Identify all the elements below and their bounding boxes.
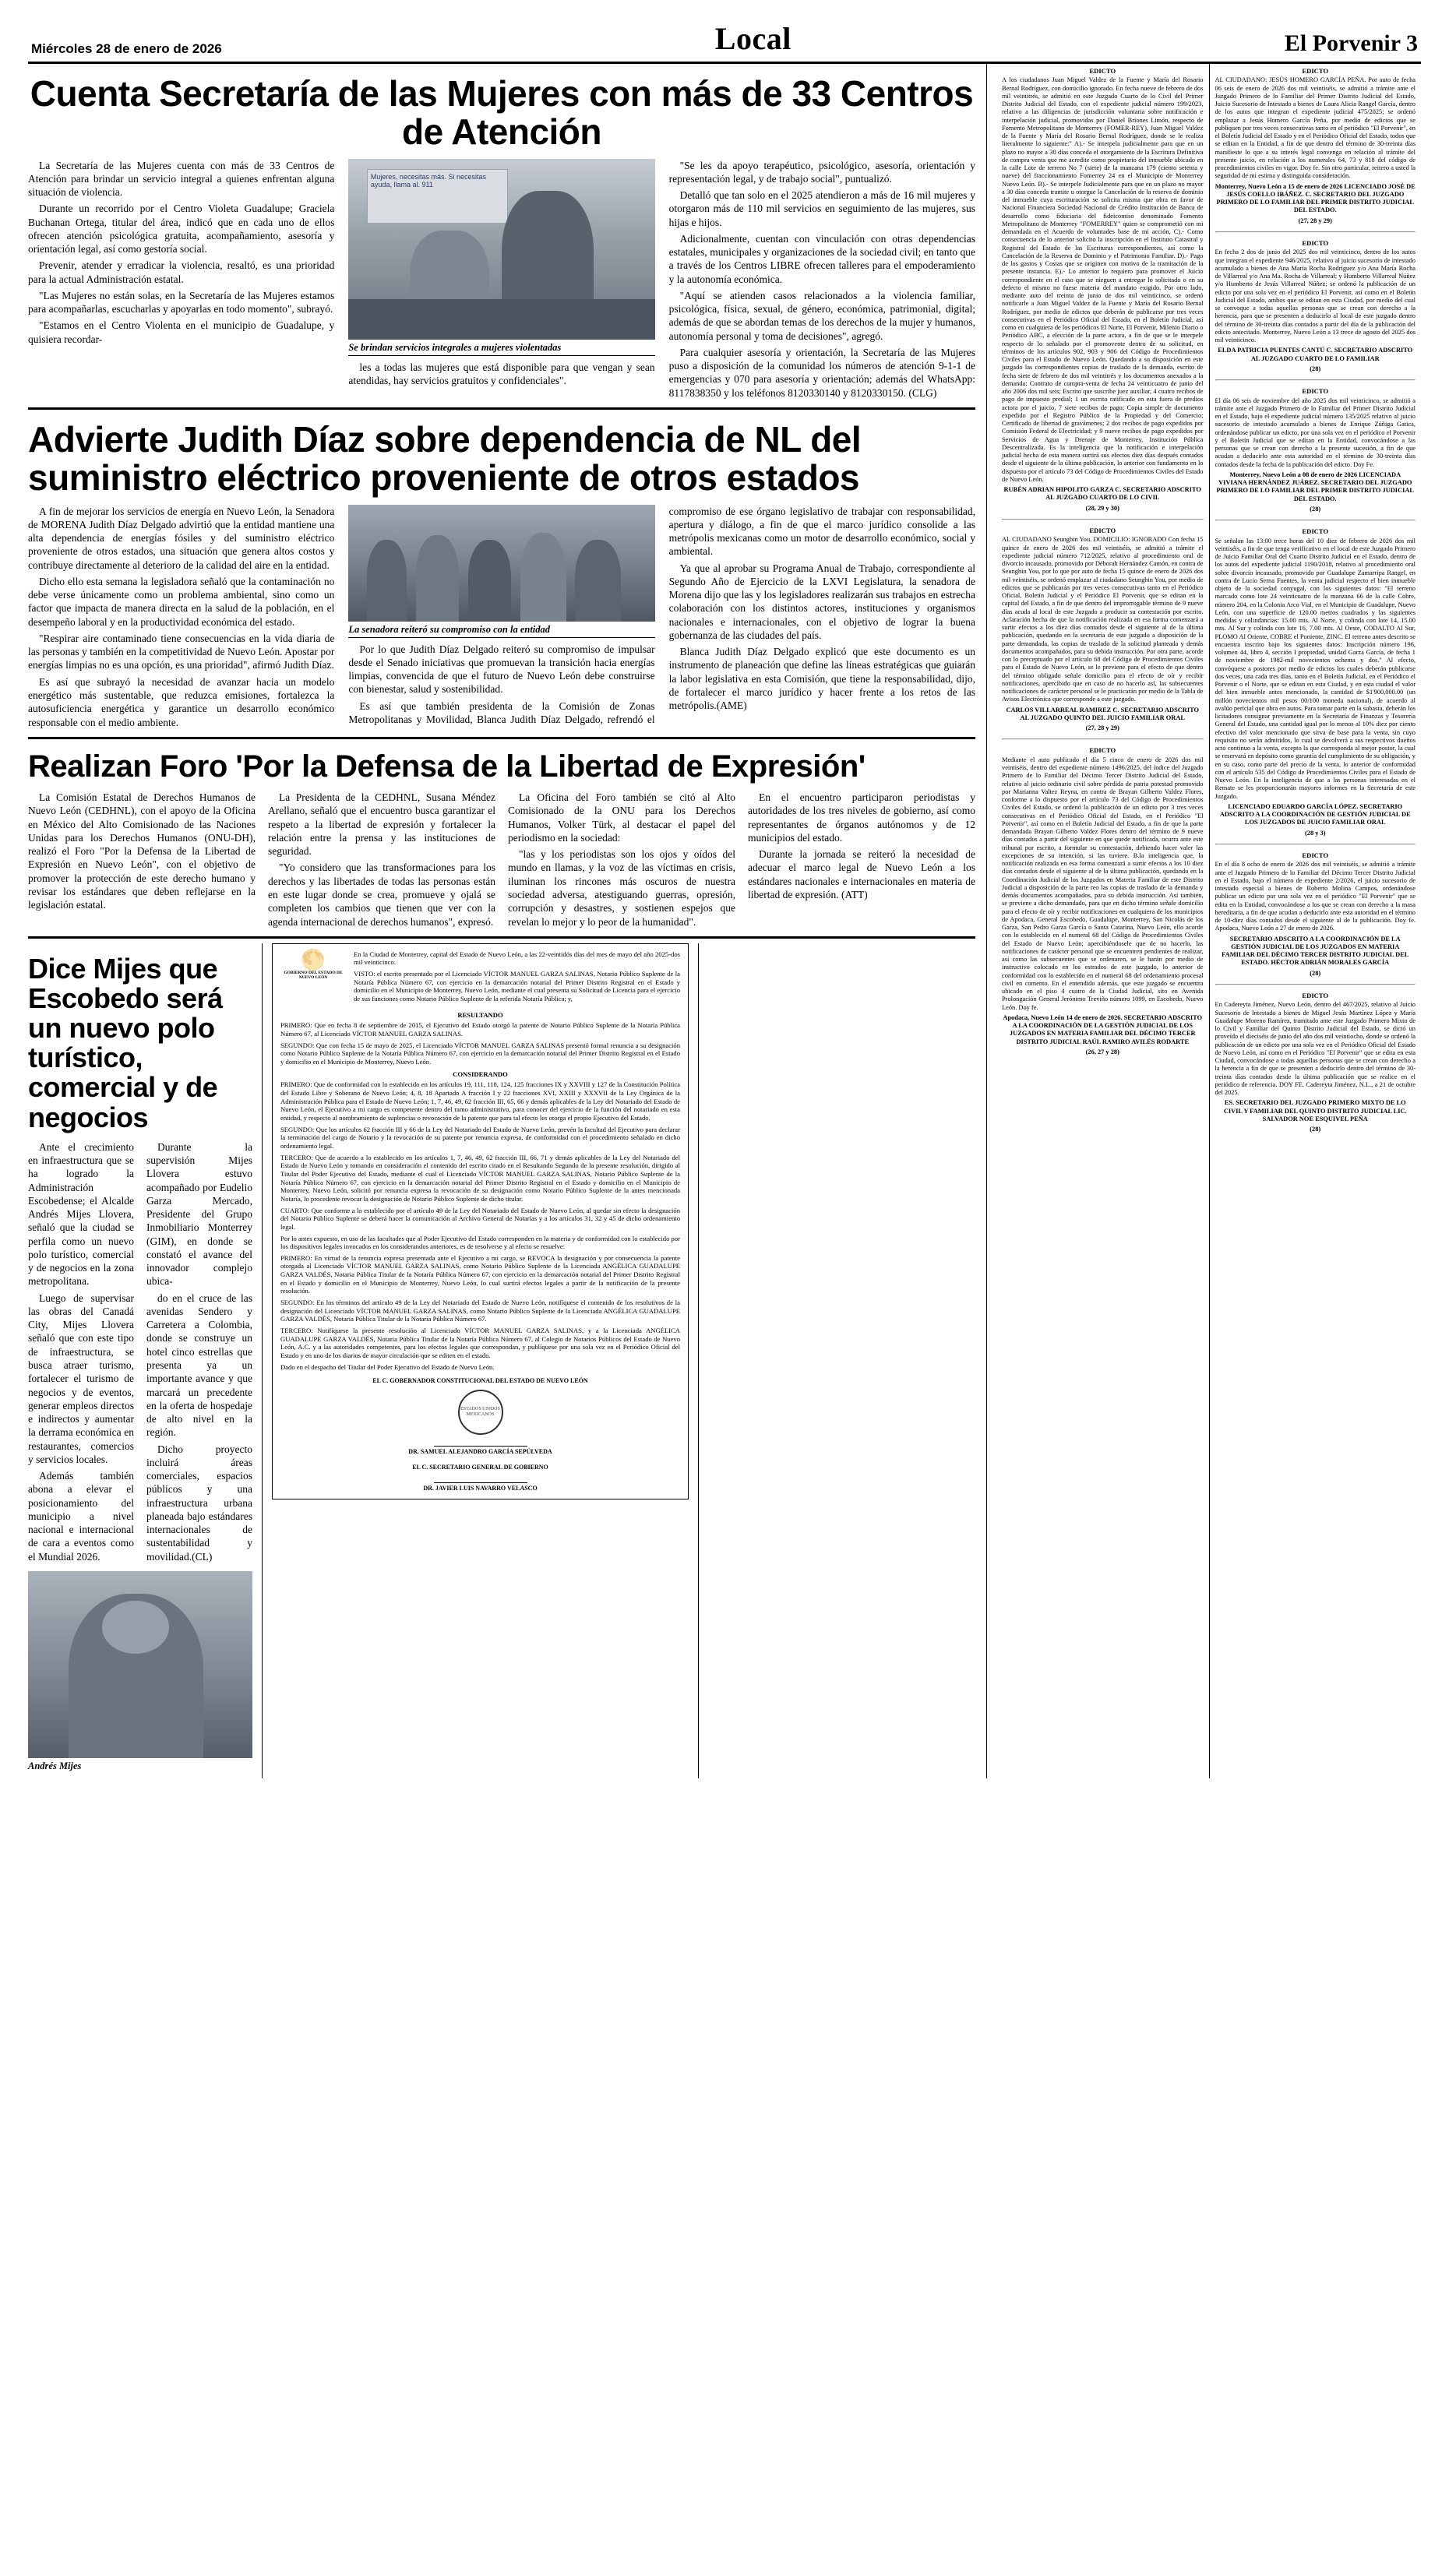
edictos-column-1 [996, 64, 1209, 1778]
signature-line-2 [434, 1482, 527, 1483]
paragraph: "Se les da apoyo terapéutico, psicológico, asesoría, orientación y representación legal, y de trabajo social", puntualizó. [668, 159, 975, 185]
newspaper-brand: El Porvenir 3 [1284, 30, 1418, 56]
edicto-ref: (28, 29 y 30) [1085, 504, 1119, 512]
state-seal [280, 950, 346, 980]
edicto-ref: (26, 27 y 28) [1085, 1048, 1119, 1055]
doc-resultando-item: SEGUNDO: Que con fecha 15 de mayo de 2025, el Licenciado VÍCTOR MANUEL GARZA SALINAS presentó formal renuncia a su designación como Notario Público Suplente de la Notaría Pública Número 67, con ejercicio en la demarcación notarial del Primer Distrito Registral en el Estado y domicilio en el Municipio de Monterrey, Nuevo León. [280, 1041, 680, 1066]
paragraph: "las y los periodistas son los ojos y oídos del mundo en llamas, y la voz de las víctimas en crisis, iluminan los rincones más oscuros de nuestra sociedad adversa, atestiguando guerras, opresión, corrupción y desastres, y sostienen espejos que revelan lo mejor y lo peor de la humanidad". [508, 848, 735, 928]
paragraph: Prevenir, atender y erradicar la violencia, resaltó, es una prioridad para la actual Administración estatal. [28, 259, 335, 285]
paragraph: Ya que al aprobar su Programa Anual de Trabajo, correspondiente al Segundo Año de Ejercicio de la LXVI Legislatura, la senadora de Morena dijo que las y los legisladores realizarán sus trabajos en estrecha colaboración con los distintos actores, instituciones y organismos nacionales e internacionales, con el objetivo de lograr la buena gobernanza de las ciudades del país. [668, 562, 975, 641]
edicto-signature: Apodaca, Nuevo León 14 de enero de 2026. SECRETARIO ADSCRITO A LA COORDINACIÓN DE LA GESTIÓN JUDICIAL DE LOS JUZGADOS EN MATERIA FAMILIAR DEL DÉCIMO TERCER DISTRITO JUDICIAL RAÚL RAMIRO AVILÉS RODARTE [1003, 1013, 1203, 1045]
paragraph: La Oficina del Foro también se citó al Alto Comisionado de la ONU para los Derechos Humanos, Volker Türk, al destacar el papel del periodismo en la sociedad: [508, 791, 735, 844]
doc-resolucion-intro: Por lo antes expuesto, en uso de las facultades que al Poder Ejecutivo del Estado corresponden en la materia y de conformidad con lo establecido por los dispositivos legales invocados en los considerandos anteriores, es de resolverse y al efecto se resuelve: [280, 1234, 680, 1251]
doc-resolutivo: SEGUNDO: En los términos del artículo 49 de la Ley del Notariado del Estado de Nuevo León, notifíquese el contenido de los resolutivos de la designación del Licenciado VÍCTOR MANUEL GARZA SALINAS, como Notario Público Suplente de la Licenciada ANGÉLICA GUADALUPE GARZA VALDÉS, Notaria Pública Titular de la Notaría Pública Número 67. [280, 1299, 680, 1323]
edicto-title: EDICTO [1302, 387, 1329, 396]
edicto-signature: RUBÉN ADRIAN HIPOLITO GARZA C. SECRETARIO ADSCRITO AL JUZGADO CUARTO DE LO CIVIL [1003, 486, 1201, 502]
edicto-signature: Monterrey, Nuevo León a 08 de enero de 2026 LICENCIADA VIVIANA HERNÁNDEZ JUÁREZ. SECRETARIO DEL JUZGADO PRIMERO DE LO FAMILIAR DEL PRIMER DISTRITO JUDICIAL DEL ESTADO. [1216, 470, 1415, 502]
edicto-title: EDICTO [1089, 526, 1116, 534]
doc-signature-1-title: EL C. GOBERNADOR CONSTITUCIONAL DEL ESTADO DE NUEVO LEÓN [372, 1377, 588, 1385]
edicto-title: EDICTO [1089, 746, 1116, 755]
edicto-ref: (27, 28 y 29) [1085, 724, 1119, 732]
edicto-signature: Monterrey, Nuevo León a 15 de enero de 2026 LICENCIADO JOSÉ DE JESÚS COELLO IBÁÑEZ. C. SECRETARIO DEL JUZGADO PRIMERO DE LO FAMILIAR DEL PRIMER DISTRITO JUDICIAL DEL ESTADO. [1215, 182, 1416, 214]
paragraph: Ante el crecimiento en infraestructura que se ha logrado la Administración Escobedense; el Alcalde Andrés Mijes Llovera, señaló que la ciudad se perfila como un nuevo polo turístico, comercial y de negocios en la zona metropolitana. [28, 1140, 134, 1288]
page-content [0, 64, 1449, 1778]
story-mujeres-figure [348, 159, 654, 356]
paragraph: Es así que subrayó la necesidad de avanzar hacia un modelo energético más sustentable, que reduzca emisiones, fortalezca la autosuficiencia energética y garantice un desarrollo económico responsable con el medio ambiente. [28, 675, 335, 728]
official-resolution-doc [262, 943, 698, 1778]
paragraph: Es así que también presidenta de la Comisión de Zonas Metropolitanas y Movilidad, Blanca Judith Díaz Delgado, refrendó el compromiso de ese órgano legislativo de trabajar con responsabilidad, apertura y diálogo, a fin de que el marco jurídico consolide a las metrópolis mexicanas como un motor de desarrollo económico, social y ambiental. [348, 505, 975, 725]
edicto-body: AL CIUDADANO Seungbin You. DOMICILIO: IGNORADO Con fecha 15 quince de enero de 2026 dos mil veintiséis, se admitió a trámite el expediente judicial número 712/2025, relativo al procedimiento oral de divorcio incausado, promovido por Déborah Hernández Camón, en contra de Seungbin You, por lo que por auto de fecha 15 quince de enero de 2026 dos mil veintiséis, se ordenó emplazar al ciudadano Seungbin You, por medio de edictos que se publicarán por tres veces consecutivas tanto en el Periódico Oficial, Boletín Judicial y el Periódico El Porvenir, que se editan en la capital del Estado, a fin de que dentro del improrrogable término de 9 nueve días acuda al local de este Juzgado a producir su contestación por escrito. Aclaración hecha de que la notificación realizada en esa forma comenzará a surtir efectos a los diez días contados desde el siguiente al de la última publicación, quedando en la secretaría de este juzgado a disposición de la parte demandada, las copias de traslado de la solicitud planteada y demás documentos acompañados, para su debida instrucción. Por otra parte, acorde con lo preceptuado por el artículo 68 del Código de Procedimientos Civiles para el Estado de Nuevo León, se le previene para el efecto de que dentro del término obligado señale domicilio para el efecto de oír y recibir notificaciones, apercibido que en caso de no hacerlo así, las subsecuentes notificaciones de carácter personal se le practicarán por medio de la Tabla de Avisos Electrónica que corresponde a este juzgado. [1002, 536, 1204, 703]
edicto-body: En el día 8 ocho de enero de 2026 dos mil veintiséis, se admitió a trámite ante el Juzgado Primero de lo Familiar del Décimo Tercer Distrito Judicial en el Estado, bajo el número de expediente 2/2026, el juicio sucesorio de intestado especial a bienes de Roberto Molina Campos, ordenándose publicar un edicto por una sola vez en el periódico "El Porvenir" que se edita en la Entidad, convocándose a los que se crean con derecho a la masa hereditaria, a fin de que acudan a deducirlo ante esta autoridad en el término de 10-diez días contados desde el siguiente al de la publicación. Doy fe. Apodaca, Nuevo León a 27 de enero de 2026. [1215, 861, 1416, 932]
paragraph: Durante un recorrido por el Centro Violeta Guadalupe; Graciela Buchanan Ortega, titular del área, indicó que en cada uno de ellos ofrecen atención psicológica gratuita, acompañamiento, asesoría y orientación legal, así como gestoría social. [28, 203, 335, 255]
story-judith-diaz [28, 421, 975, 729]
paragraph: Adicionalmente, cuentan con vinculación con otras dependencias estatales, municipales y organizaciones de la sociedad civil; en tanto que a través de los Centros LIBRE ofrecen talleres para el empoderamiento y la autonomía económica. [668, 232, 975, 285]
photo-mijes [28, 1571, 252, 1758]
edicto-ref: (28) [1310, 505, 1321, 513]
edicto [1215, 387, 1416, 513]
paragraph: La Secretaría de las Mujeres cuenta con más de 33 Centros de Atención para brindar un servicio integral a quienes enfrentan alguna situación de violencia. [28, 159, 335, 199]
edicto-body: A los ciudadanos Juan Miguel Valdez de la Fuente y María del Rosario Bernal Rodríguez, con domicilio ignorado. En fecha nueve de febrero de dos mil veintitrés, se admitió en este Juzgado Cuarto de lo Civil del Primer Distrito Judicial del Estado, con el expediente judicial número 199/2023, relativo a las diligencias de jurisdicción voluntaria sobre notificación e interpelación judicial, promovidas por Daniel Briones Limón, respecto de Fomento Metropolitano de Monterrey (FOMER-REY), Juan Miguel Valdez de la Fuente y María del Rosario Bernal Rodríguez, donde se le realiza literalmente lo siguiente:" A).- Se interpela judicialmente para que en un plazo no mayor a 30 días conceda el otorgamiento de la Escritura Definitiva de compra venta que me acredite como propietario del inmueble ubicado en la calle Lote de terreno No 7 (siete) de la manzana 179 (ciento setenta y nueve) del fraccionamiento Fomerrey 24 en el Municipio de Monterrey Nuevo León. B).- Se interpele Judicialmente para que en un plazo no mayor a 30 días conceda tramite u otorgue la Cancelación de la reserva de dominio del inmueble cuya escrituración se solicita misma que obra en favor de Nacional Financiera Sociedad Nacional de Crédito Institución de Banca de desarrollo como fiduciaria del fideicomiso denominado Fomento Metropolitano de Monterrey "FOMERREY" quien se comprometió con mi demandada en el Acuerdo de voluntades base de mi acción, C).- Como consecuencia de lo anterior solicito la inscripción en el Instituto Catastral y Registral del Estado de las Escrituras correspondientes, así como la Cancelación de la Reserva de Dominio y el Patrimonio Familiar. D).- Pago de los gastos y Costas que se originen con motivo de la tramitación de la presente instancia. E).- Lo anterior lo requiero para promover el Juicio correspondiente en el caso que se nieguen a entregar lo solicitado o en su defecto el mismo no fuese materia del mandato exigido. Por otro lado, mediante auto del treinta de junio de dos mil veinticinco, se ordenó notificarle a Juan Miguel Valdez de la Fuente y María del Rosario Bernal Rodríguez, por medio de edictos que deberán de publicarse por tres veces consecutivas en el Periódico Oficial del Estado, en el Boletín Judicial, así como en cualquiera de los periódicos El Norte, El Porvenir, Milenio Diario o Periódico ABC, a elección de la parte actora, a fin de que se le interpele respecto de lo señalado por el promovente dentro de su solicitud, en términos de los artículos 902, 903 y 906 del Código de Procedimientos Civiles para el Estado de Nuevo León. Quedando a su disposición en este juzgado las correspondientes copias de traslado de la demanda, escrito de fecha siete de febrero de dos mil veintitrés y los documentos anexados a la demanda: Contrato de compra-venta de fecha 24 veinticuatro de junio del año 2006 dos mil seis; Escrito que suscribe juez auxiliar, 4 cuatro recibos de pago de impuesto predial; 1 un escrito ratificado en esta fuera de predios actora por el juicio, 7 siete recibos de pago; Copia simple de documento expedido por el Registro Público de la Propiedad y del Comercio; Certificado de libertad de gravámenes; 2 dos recibos de pago expedidos por Comisión Federal de Electricidad; y 9 nueve recibos de pago expedidos por Servicios de Agua y Drenaje de Monterrey, Institución Pública Descentralizada. Es la inteligencia que la notificación e interpelación judicial hecha de esta manera surtirá sus efectos diez días después contados desde el siguiente de la última publicación, lo anterior con fundamento en lo dispuesto por el artículo 73 del Código de Procedimientos Civiles del Estado de Nuevo León. [1002, 76, 1204, 483]
doc-signature-2-name: DR. JAVIER LUIS NAVARRO VELASCO [423, 1485, 538, 1492]
paragraph: "Estamos en el Centro Violenta en el municipio de Guadalupe, y quisiera recordar- [28, 319, 335, 345]
story-mijes-headline: Dice Mijes que Escobedo será un nuevo polo turístico, comercial y de negocios [28, 952, 223, 1133]
edicto [1215, 527, 1416, 837]
paragraph: La Comisión Estatal de Derechos Humanos de Nuevo León (CEDHNL), con el apoyo de la Oficina en México del Alto Comisionado de las Naciones Unidas para los Derechos Humanos (ONU-DH), realizó el Foro "Por la Defensa de la Libertad de Expresión en Nuevo León", con el objetivo de promover la protección de este derecho humano y revisar los estándares que deben reflejarse en la legislación estatal. [28, 791, 256, 911]
doc-resultando-title: RESULTANDO [457, 1010, 503, 1019]
paragraph: Dicho proyecto incluirá áreas comerciales, espacios públicos y una infraestructura urbana planeada bajo estándares internacionales de sustentabilidad y movilidad.(CL) [146, 1443, 252, 1563]
story-mujeres-caption: Se brindan servicios integrales a mujeres violentadas [348, 340, 654, 356]
edicto-ref: (28) [1310, 365, 1321, 372]
issue-date: Miércoles 28 de enero de 2026 [31, 41, 222, 56]
editorial-column [28, 64, 986, 1778]
doc-signature-1-name: DR. SAMUEL ALEJANDRO GARCÍA SEPÚLVEDA [408, 1448, 552, 1456]
edicto-ref: (27, 28 y 29) [1298, 217, 1332, 224]
story-divider-2 [28, 737, 975, 739]
story-mujeres [28, 75, 975, 400]
paragraph: les a todas las mujeres que está disponible para que vengan y sean atendidas, hay servicios gratuitos y confidenciales". [348, 361, 655, 386]
official-round-seal [458, 1390, 503, 1435]
edicto-body: AL CIUDADANO: JESÚS HOMERO GARCÍA PEÑA. Por auto de fecha 06 seis de enero de 2026 dos mil veintiséis, se admitió a trámite ante el Juzgado Primero de lo Familiar del Primer Distrito Judicial del Estado, Juicio Sucesorio de Intestado a bienes de Laura Alicia Rangel García, dentro de los autos que integran el expediente judicial 475/2025; se ordenó emplazar a Jesús Homero García Peña, por medio de edictos que se publiquen por tres veces consecutivas tanto en el periódico "El Porvenir", en el Boletín Judicial del Estado y en el Periódico Oficial del Estado, todos que se editan en la Entidad, a fin de que dentro del término de 30-treinta días manifieste lo que a su interés legal convenga en relación al trámite del presente juicio, en relación a los numerales 64, 73 y 818 del código de procedimientos civiles en vigor. Doy fe. Sin otro particular, reitero a usted la seguridad de mi estima y distinguida consideración. [1215, 76, 1416, 180]
story-mijes [28, 943, 262, 1778]
paragraph: "Respirar aire contaminado tiene consecuencias en la vida diaria de las personas y también en la competitividad de Nuevo León. Apostar por energías limpias no es una opción, es una prioridad", afirmó Judith Díaz. [28, 632, 335, 671]
photo-mujeres [348, 159, 654, 340]
edicto-signature: LICENCIADO EDUARDO GARCÍA LÓPEZ. SECRETARIO ADSCRITO A LA COORDINACIÓN DE GESTIÓN JUDICIAL DE LOS JUZGADOS DE JUICIO FAMILIAR ORAL [1219, 802, 1411, 826]
doc-considerando-item: TERCERO: Que de acuerdo a lo establecido en los artículos 1, 7, 46, 49, 62 fracción III, 66, 71 y demás aplicables de la Ley del Notariado del Estado de Nuevo León y tomando en consideración el contenido del escrito citado en el Resultando Segundo de la presente resolución, dirigido al Titular del Poder Ejecutivo del Estado, mediante el cual el Licenciado VÍCTOR MANUEL GARZA SALINAS, Notario Público Suplente de la Notaría Pública Número 67, con ejercicio en la demarcación notarial del Primer Distrito Registral en el Estado y domicilio en el Municipio de Monterrey, Nuevo León, solicitó por renuncia expresa la revocación de su designación como Notario Público Suplente de la antes mencionada Notaría, lo procedente revocar la designación de Notario Público Suplente de dicho titular. [280, 1153, 680, 1203]
story-judith-figure [348, 505, 654, 638]
edictos-column-2 [1209, 64, 1422, 1778]
edicto [1002, 527, 1204, 732]
bottom-section [28, 943, 975, 1778]
paragraph: Blanca Judith Díaz Delgado explicó que este documento es un instrumento de planeación que define las líneas estratégicas que guiarán la labor legislativa en esta Comisión, que tiene la responsabilidad, dijo, de fortalecer el marco jurídico y hacer frente a los retos de las metrópolis.(AME) [668, 646, 975, 712]
signature-line [434, 1446, 527, 1447]
paragraph: Además también abona a elevar el posicionamiento del municipio a nivel nacional e internacional de cara a eventos como el Mundial 2026. [28, 1470, 134, 1563]
edicto-body: Se señalan las 13:00 trece horas del 10 diez de febrero de 2026 dos mil veintiséis, a fin de que tenga verificativo en el local de este Juzgado Primero de Juicio Familiar Oral del Cuarto Distrito Judicial en el Estado, dentro de los autos del expediente judicial 1190/2018, relativo al procedimiento oral sobre divorcio incausado, promovido por Guadalupe Zamarripa Rangel, en contra de Lucio Serna Fuentes, la venta judicial respecto el bien inmueble objeto de la sociedad conyugal, con los siguientes datos: "El terreno marcado como lote 24 veinticuatro de la manzana 66 de la calle Cobre, número 204, en la Colonia Arco Vial, en el Municipio de Guadalupe, Nuevo León, con una superficie de 120.00 metros cuadrados y las siguientes medidas y colindancias: 15.00 mts. Al Norte, y colinda con lote 14, 15.00 mts. Al Sur y colinda con lote 16, 7.00 mts. Al Oeste, CODALTO Al Sur, PLOMO Al Oriente, COBRE el Poniente, ZINC. El terreno antes descrito se encuentra inscrito bajo los siguientes datos: Inscripción número 196, volumen 44, libro 4, sección I propiedad, unidad Garza García, de fecha 1 de noviembre de 1982-mil novecientos ochenta y dos." Al efecto, convóquese a postores por medio de edictos los cuales deberán publicarse dos veces, una cada tres días, tanto en el Boletín Judicial, en el Periódico el Porvenir o el Norte, que se editan en esta Ciudad, y en esta ciudad el valor del bien inmueble antes mencionado, la cantidad de $1'900,000.00 (un millón novecientos mil pesos 00/100 moneda nacional), de acuerdo al avalúo pericial que obra en autos. Para tomar parte en la subasta, deberán los licitadores consignar previamente en la Secretaría de Finanzas y Tesorería General del Estado, una cantidad igual por lo menos al 10% diez por ciento efectivo del valor mencionado que sirva de base para la venta, sin cuyo requisito no serán admitidos, lo cual se devolverá a sus respectivos dueños acto continuo a la venta, excepto la que corresponda al mejor postor, la cual se reservará en depósito como garantía del cumplimiento de su obligación, y en su caso, como parte del precio de la venta, lo anterior de conformidad con el artículo 535 del Código de Procedimientos Civiles para el Estado de Nuevo León. En la inteligencia de que a las personas interesadas en el Remate se les proporcionarán mayores informes en la Secretaría de este Juzgado. [1215, 537, 1416, 800]
edicto-ref: (28) [1310, 1126, 1321, 1133]
edicto-body: En Cadereyta Jiménez, Nuevo León, dentro del 467/2025, relativo al Juicio Sucesorio de Intestado a bienes de Miguel Jesús Martínez López y María Guadalupe Moreno Ramírez, tramitado ante este Juzgado Primero Mixto de lo Civil y Familiar del Quinto Distrito Judicial del Estado, se dictó un proveído el dieciséis de junio del año dos mil veintiocho, donde se ordenó la publicación de un edicto por una sola vez en el Periódico Oficial del Estado de Nuevo León, así como en el Periódico "El Porvenir" que se edita en esta Ciudad, convocándose a todas aquellas personas que se crean con derecho a la herencia a fin de que se presenten a deducirlo dentro del término de 30-treinta días contados desde la última publicación que se realice en el periódico de referencia. DOY FE. Cadereyta Jiménez, N.L., a 21 de octubre del 2025. [1215, 1001, 1416, 1097]
doc-considerando-title: CONSIDERANDO [453, 1070, 508, 1078]
edicto-title: EDICTO [1302, 67, 1329, 75]
edicto [1215, 239, 1416, 373]
edicto-body: El día 06 seis de noviembre del año 2025 dos mil veinticinco, se admitió a trámite ante el Juzgado Primero de lo Familiar del Primer Distrito Judicial en el Estado, bajo el expediente judicial número 135/2025 relativo al juicio sucesorio de intestado acumulado a bienes de Enrique Zúñiga Gatica, ordenándose publicar un edicto, por una sola vez en el periódico el Porvenir y el Boletín Judicial que se editan en la Entidad, convocándose a las personas que se crean con derecho a la presente sucesión, a fin de que acudan a deducirlo ante esta autoridad en el término de 30-treinta días contados desde la fecha de la publicación del edicto. Doy Fe. [1215, 396, 1416, 468]
edicto-signature: ES. SECRETARIO DEL JUZGADO PRIMERO MIXTO DE LO CIVIL Y FAMILIAR DEL QUINTO DISTRITO JUDICIAL LIC. SALVADOR NOE ESQUIVEL PEÑA [1223, 1099, 1407, 1122]
paragraph: "Las Mujeres no están solas, en la Secretaría de las Mujeres estamos para acompañarlas, escucharlas y apoyarlas en todo momento", subrayó. [28, 289, 335, 315]
edicto-title: EDICTO [1302, 991, 1329, 999]
story-foro-headline: Realizan Foro 'Por la Defensa de la Libertad de Expresión' [28, 749, 866, 784]
paragraph: do en el cruce de las avenidas Sendero y Carretera a Colombia, donde se construye un hotel cinco estrellas que presenta ya un importante avance y que marcará un precedente en la oferta de hospedaje de alto nivel en la región. [146, 1292, 252, 1439]
paragraph: Por lo que Judith Díaz Delgado reiteró su compromiso de impulsar desde el Senado iniciativas que promuevan la transición hacia energías limpias, convencida de que el futuro de Nuevo León debe construirse con bienestar, salud y sostenibilidad. [348, 643, 655, 696]
edicto-title: EDICTO [1302, 238, 1329, 247]
paragraph: Luego de supervisar las obras del Canadá City, Mijes Llovera señaló que con este tipo de infraestructura, se busca atraer turismo, fortalecer el turismo de negocios y de eventos, generar empleos directos e indirectos y aumentar la derrama económica en restaurantes, comercios y servicios locales. [28, 1292, 134, 1465]
section-title: Local [714, 21, 791, 56]
doc-resultando-item: PRIMERO: Que en fecha 8 de septiembre de 2015, el Ejecutivo del Estado otorgó la patente de Notario Público Suplente de la Notaría Pública Número 67, al Licenciado VÍCTOR MANUEL GARZA SALINAS. [280, 1021, 680, 1038]
edicto-signature: CARLOS VILLARREAL RAMIREZ C. SECRETARIO ADSCRITO AL JUZGADO QUINTO DEL JUICIO FAMILIAR ORAL [1006, 706, 1200, 721]
doc-considerando-item: CUARTO: Que conforme a lo establecido por el artículo 49 de la Ley del Notariado del Estado de Nuevo León, al quedar sin efecto la designación del Notario Público Suplente se deberá hacer la comunicación al Archivo General de Notarías y a los artículos 31, 32 y 45 de dicho ordenamiento legal. [280, 1206, 680, 1231]
story-mijes-figure [28, 1571, 252, 1774]
edicto [1002, 67, 1204, 513]
edicto-ref: (28) [1310, 969, 1321, 977]
story-foro-libertad [28, 750, 975, 929]
paragraph: Dicho ello esta semana la legisladora señaló que la contaminación no debe verse únicamente como un problema ambiental, sino como un factor que impacta de manera directa en la salud de la población, en el desempeño laboral y en la productividad económica del estado. [28, 575, 335, 628]
story-judith-headline: Advierte Judith Díaz sobre dependencia de NL del suministro eléctrico proveniente de otros estados [28, 419, 862, 498]
edicto-title: EDICTO [1302, 851, 1329, 859]
doc-considerando-item: SEGUNDO: Que los artículos 62 fracción III y 66 de la Ley del Notariado del Estado de Nuevo León, prevén la facultad del Ejecutivo para declarar la terminación del cargo de Notario y la revocación de su patente por renuncia expresa, de conformidad con el procedimiento señalado en dicho ordenamiento legal. [280, 1125, 680, 1150]
paragraph: Para cualquier asesoría y orientación, la Secretaría de las Mujeres puso a disposición de la comunidad los números de atención 9-1-1 de emergencias y 070 para asesoría y orientación; además del WhatsApp: 8117838350 y los teléfonos 8120330140 y 8120330150. (CLG) [668, 346, 975, 399]
paragraph: Detalló que tan solo en el 2025 atendieron a más de 16 mil mujeres y otorgaron más de 110 mil servicios en seguimiento de las mujeres, sus hijas e hijos. [668, 189, 975, 228]
paragraph: En el encuentro participaron periodistas y autoridades de los tres niveles de gobierno, así como representantes de órganos autónomos y de 12 municipios del estado. [748, 791, 975, 844]
edictos-section [986, 64, 1421, 1778]
eagle-emblem-icon: 🌕 [300, 948, 326, 971]
doc-resolutivo: TERCERO: Notifíquese la presente resolución al Licenciado VÍCTOR MANUEL GARZA SALINAS, y a la Licenciada ANGÉLICA GUADALUPE GARZA VALDÉS, Notaria Pública Titular de la Notaría Pública Número 67, al Colegio de Notarios Públicos del Estado de Nuevo León, A.C. y a las autoridades competentes, para los efectos legales que correspondan, y publíquese por una sola vez en el Periódico Oficial del Estado y en uno de los diarios de mayor circulación que se editen en el estado. [280, 1327, 680, 1360]
doc-considerando-item: PRIMERO: Que de conformidad con lo establecido en los artículos 19, 111, 118, 124, 125 fracciones IX y XXVIII y 127 de la Constitución Política del Estado Libre y Soberano de Nuevo León; 4, 8, 18 Apartado A fracción I y 22 fracciones XVI, XXIII y XXXVII de la Ley Orgánica de la Administración Pública para el Estado de Nuevo León; 1, 7, 46, 49, 62 fracción III, 65, 66 y demás aplicables de la Ley del Notariado del Estado de Nuevo León, el Ejecutivo a mi cargo es competente dentro del ramo administrativo, para conocer del ejercicio de la función del notariado en esta entidad, y respecto al nombramiento de suplencias o revocación de la patente que para tal efecto les otorga el propio Ejecutivo del Estado. [280, 1080, 680, 1122]
edicto-signature: SECRETARIO ADSCRITO A LA COORDINACIÓN DE LA GESTIÓN JUDICIAL DE LOS JUZGADOS EN MATERIA FAMILIAR DEL DÉCIMO TERCER DISTRITO JUDICIAL DEL ESTADO. HÉCTOR ADRIÁN MORALES GARCÍA [1222, 935, 1409, 967]
paragraph: Durante la supervisión Mijes Llovera estuvo acompañado por Eudelio Garza Mercado, Presidente del Grupo Inmobiliario Monterrey (GIM), en donde se constató el avance del innovador complejo ubica- [146, 1140, 252, 1288]
doc-block [272, 943, 689, 1499]
edicto-signature: ELDA PATRICIA PUENTES CANTÚ C. SECRETARIO ADSCRITO AL JUZGADO CUARTO DE LO FAMILIAR [1218, 347, 1413, 362]
edicto-title: EDICTO [1089, 67, 1116, 75]
edicto [1002, 746, 1204, 1056]
doc-signature-2-title: EL C. SECRETARIO GENERAL DE GOBIERNO [412, 1464, 548, 1471]
seal-center-label: ESTADOS UNIDOS MEXICANOS [460, 1406, 500, 1418]
story-mujeres-headline: Cuenta Secretaría de las Mujeres con más de 33 Centros de Atención [30, 73, 974, 152]
story-divider-1 [28, 407, 975, 410]
doc-resolutivo: Dado en el despacho del Titular del Poder Ejecutivo del Estado de Nuevo León. [280, 1362, 495, 1371]
paragraph: "Aquí se atienden casos relacionados a la violencia familiar, psicológica, física, sexual, de género, económica, patrimonial, digital; además de que se abordan temas de los derechos de la mujer y humanos, autonomía personal y toma de decisiones", agregó. [668, 289, 975, 342]
paragraph: "Yo considero que las transformaciones para los derechos y las libertades de todas las personas están en este lugar donde se crea, promueve y ojalá se completen los cambios que tienen que ver con la agenda internacional de derechos humanos", expresó. [268, 862, 495, 928]
story-mijes-caption: Andrés Mijes [28, 1760, 82, 1771]
photo-senadora [348, 505, 654, 622]
doc-visto: VISTO: el escrito presentado por el Licenciado VÍCTOR MANUEL GARZA SALINAS, Notario Público Suplente de la Notaría Pública Número 67, con ejercicio en la demarcación notarial del Primer Distrito Registral en el Estado y domicilio en el Municipio de Monterrey, Nuevo León, mediante el cual presenta su Solicitud de Licencia para el ejercicio de sus funciones como Notario Público Suplente de la referida Notaría Pública; y, [354, 970, 680, 1003]
masthead [0, 0, 1449, 62]
edicto [1215, 851, 1416, 978]
edicto [1215, 992, 1416, 1133]
edicto [1215, 67, 1416, 225]
edicto-body: Mediante el auto publicado el día 5 cinco de enero de 2026 dos mil veintiséis, dentro del expediente número 1496/2025, del índice del Juzgado Primero de lo Familiar del Décimo Tercer Distrito Judicial del Estado, relativo al juicio ordinario civil sobre pérdida de patria potestad promovido por Marianna Valtez Reyna, en contra de Brayan Gilberto Valdez Flores, conforme a lo dispuesto por el artículo 73 del Código de Procedimientos Civiles del Estado, se ordenó la publicación de un edicto por 3 tres veces consecutivas en el Periódico Oficial del Estado, en el Periódico "El Porvenir", así como en el Boletín Judicial del Estado, a fin de que la parte demandada Brayan Gilberto Valdez Flores dentro del término de 9 nueve días contados a partir del siguiente en que quede notificada, ocurra ante este tribunal por escrito, a formular su contestación, debiendo hacer valer las excepciones de su intención, si las tuviere. B.la inteligencia que, la notificación realizada en esa forma comenzará a surtir efectos a los 10 diez días contados desde el siguiente al de la última publicación, quedando en la Coordinación Judicial de los Juzgados en Materia Familiar de este Distrito Judicial a disposición de la parte reo las copias de traslado de la demanda y demás documentos acompañados, para su debida instrucción. Así también, se previene a dicho demandado, para que en dicho término señale domicilio para el efecto de oír y recibir notificaciones en cualquiera de los municipios de Apodaca, General Escobedo, Guadalupe, Monterrey, San Nicolás de los Garza, San Pedro Garza García o Santa Catarina, Nuevo León, ello acorde con lo establecido en el numeral 68 del Código de Procedimientos Civiles del Estado de Nuevo León; apercibiéndosele que de no hacerlo, las notificaciones de carácter personal que se encuentren pendientes de realizar, así como las subsecuentes que se ordenaren, se le harán por medio de instructivo colocado en los estrados de este juzgado, lo anterior de conformidad con lo establecido en el numeral 68 del ordenamiento procesal civil en comento. En el entendido además, que este juzgado se encuentra ubicado en el piso 4 cuatro de la Ciudad Judicial, sito en Avenida Prolongación General Jerónimo Treviño número 1099, en Escobedo, Nuevo León. Doy fe. [1002, 756, 1204, 1011]
paragraph: La Presidenta de la CEDHNL, Susana Méndez Arellano, señaló que el encuentro busca garantizar el respeto a la libertad de expresión y fortalecer la relación entre la prensa y las instituciones de seguridad. [268, 791, 495, 858]
photo-poster-text: Mujeres, necesitas más. Si necesitas ayuda, llama al. 911 [367, 169, 508, 224]
story-judith-caption: La senadora reiteró su compromiso con la entidad [348, 622, 654, 638]
paragraph: Durante la jornada se reiteró la necesidad de adecuar el marco legal de Nuevo León a los estándares nacionales e internacionales en materia de libertad de expresión. (ATT) [748, 848, 975, 901]
edicto-title: EDICTO [1302, 527, 1329, 536]
edicto-body: En fecha 2 dos de junio del 2025 dos mil veinticinco, dentro de los autos que integran el expediente 946/2025, relativo al juicio sucesorio de intestado acumulado a bienes de Ana María Rocha Rodríguez y/o Ana María Rocha de Villarreal y/o Ana Ma. Rocha de Villarreal; y Humberto Villarreal Núñez y/o Humberto de Jesús Villarreal Núñez; se ordenó la publicación de un edicto por una sola vez en el periódico El Porvenir, así como en el Boletín Judicial del Estado, ambos que se editan en esta Ciudad, por medio del cual se convoque a todas aquellas personas que se crean con derecho a la herencia, para que se presenten a deducirlo al local de este juzgado dentro del término de 30-treinta días contados a partir del día de la publicación del edicto antecitado. Monterrey, Nuevo León a 13 trece de agosto del 2025 dos mil veinticinco. [1215, 248, 1416, 344]
story-divider-3 [28, 936, 975, 939]
doc-header: En la Ciudad de Monterrey, capital del Estado de Nuevo León, a las 22-veintidós días del mes de mayo del año 2025-dos mil veinticinco. [354, 950, 680, 967]
edicto-ref: (28 y 3) [1304, 829, 1326, 837]
paragraph: A fin de mejorar los servicios de energía en Nuevo León, la Senadora de MORENA Judith Díaz Delgado advirtió que la entidad mantiene una alta dependencia de energías fósiles y del suministro eléctrico proveniente de otros estados, una situación que genera altos costos y contribuye directamente al deterioro de la calidad del aire en la entidad. [28, 505, 335, 571]
doc-resolutivo: PRIMERO: En virtud de la renuncia expresa presentada ante el Ejecutivo a mi cargo, se REVOCA la designación y por consecuencia la patente otorgada al Licenciado VÍCTOR MANUEL GARZA SALINAS, como Notario Público Suplente de la Licenciada ANGÉLICA GUADALUPE GARZA VALDÉS, Notaria Pública Titular de la Notaría Pública Número 67, con ejercicio en la demarcación notarial del Primer Distrito Registral en el Estado y domicilio en el Municipio de Monterrey, Nuevo León, lo cual surtirá efectos legales a partir de la notificación de la presente resolución. [280, 1253, 680, 1295]
bottom-filler [698, 943, 975, 1778]
seal-left-label: GOBIERNO DEL ESTADO DE NUEVO LEÓN [284, 970, 343, 980]
